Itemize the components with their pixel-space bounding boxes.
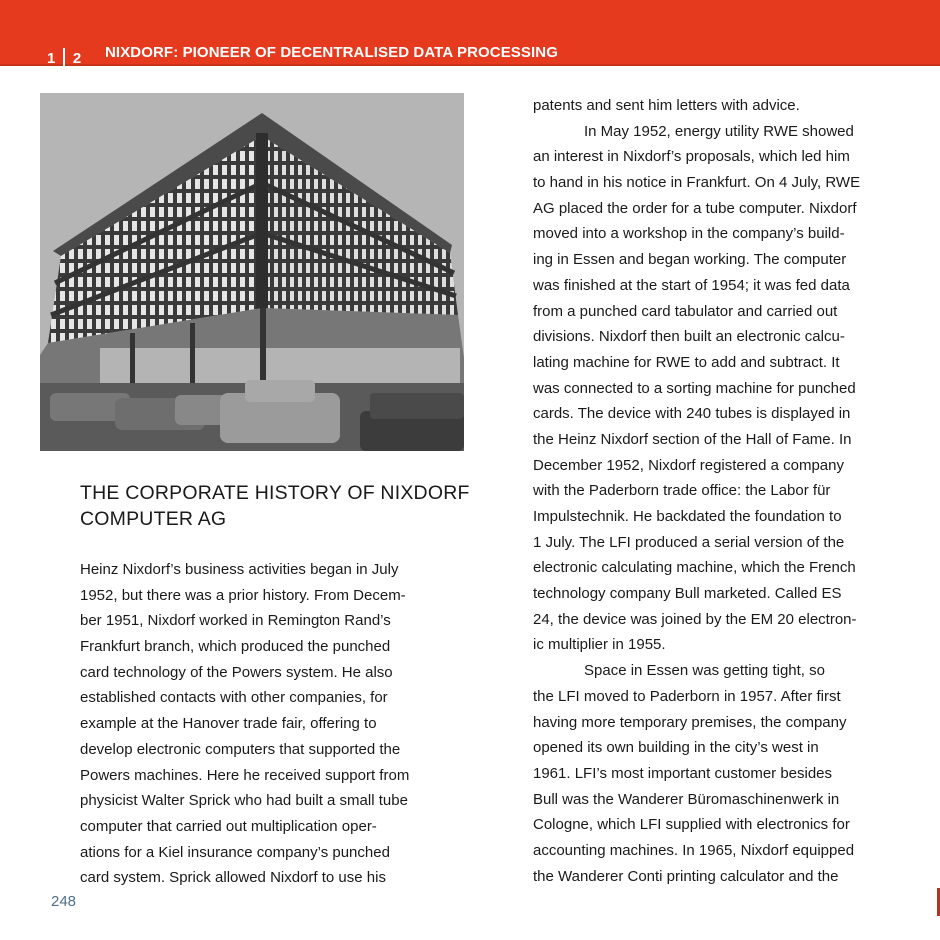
text-line: established contacts with other companies, for [80,689,388,707]
chapter-navigation [47,44,81,72]
text-line: example at the Hanover trade fair, offering to [80,715,377,733]
text-line: having more temporary premises, the company [533,713,847,731]
text-line: December 1952, Nixdorf registered a company [533,456,844,474]
text-line: 1952, but there was a prior history. From Decem- [80,586,406,604]
text-line: Impulstechnik. He backdated the foundation to [533,508,842,525]
page-number: 248 [51,893,77,910]
text-line: was finished at the start of 1954; it was fed data [533,276,850,294]
text-line: 1 July. The LFI produced a serial version of the [533,533,845,551]
text-line: accounting machines. In 1965, Nixdorf equipped [533,841,855,859]
text-line: the LFI moved to Paderborn in 1957. After first [533,687,841,705]
text-line: divisions. Nixdorf then built an electronic calcu- [533,328,845,346]
text-line: to hand in his notice in Frankfurt. On 4 July, RWE [533,174,861,192]
chapter-title: NIXDORF: PIONEER OF DECENTRALISED DATA PROCESSING [105,44,558,61]
text-line: card system. Sprick allowed Nixdorf to use his [80,869,386,887]
text-line: ic multiplier in 1955. [533,636,666,654]
text-line: Cologne, which LFI supplied with electronics for [533,816,850,834]
text-line: was connected to a sorting machine for punched [533,379,856,397]
text-line: Bull was the Wanderer Büromaschinenwerk in [533,790,840,808]
text-line: card technology of the Powers system. He also [80,663,393,681]
section-heading: THE CORPORATE HISTORY OF NIXDORF COMPUTER AG [80,482,470,530]
text-line: Powers machines. Here he received support from [80,766,410,784]
text-line: patents and sent him letters with advice. [533,97,800,114]
text-line: computer that carried out multiplication oper- [80,817,377,835]
chapter-number-prev[interactable]: 1 [47,49,56,67]
text-line: 1961. LFI’s most important customer besides [533,764,833,782]
text-line: 24, the device was joined by the EM 20 electron- [533,610,857,628]
text-line: an interest in Nixdorf’s proposals, which led him [533,148,850,166]
text-line: from a punched card tabulator and carried out [533,302,838,320]
building-photo [40,93,464,451]
chapter-divider [63,48,65,76]
text-line: the Heinz Nixdorf section of the Hall of Fame. In [533,430,852,448]
text-line: ber 1951, Nixdorf worked in Remington Rand’s [80,612,391,630]
text-line: ing in Essen and began working. The computer [533,251,847,269]
text-line: Frankfurt branch, which produced the punched [80,638,391,656]
paragraph-start-line: Space in Essen was getting tight, so [584,662,825,680]
text-line: ations for a Kiel insurance company’s punched [80,843,390,861]
chapter-number-current[interactable]: 2 [72,49,82,67]
text-line: technology company Bull marketed. Called ES [533,585,842,603]
text-line: Heinz Nixdorf’s business activities began in July [80,561,399,578]
text-line: electronic calculating machine, which the French [533,559,856,577]
text-line: develop electronic computers that supported the [80,740,401,758]
text-line: lating machine for RWE to add and subtract. It [533,353,840,371]
text-line: moved into a workshop in the company’s build- [533,225,845,243]
left-text-column [80,557,409,891]
office-building-image [40,93,464,451]
text-line: the Wanderer Conti printing calculator and the [533,867,839,885]
text-line: AG placed the order for a tube computer. Nixdorf [533,199,857,217]
text-line: physicist Walter Sprick who had built a small tube [80,792,408,810]
chapter-banner [0,0,940,66]
text-line: opened its own building in the city’s west in [533,739,819,757]
text-line: cards. The device with 240 tubes is displayed in [533,405,851,423]
text-line: with the Paderborn trade office: the Labor für [533,482,831,500]
paragraph-start-line: In May 1952, energy utility RWE showed [584,122,854,140]
right-text-column [533,93,860,889]
